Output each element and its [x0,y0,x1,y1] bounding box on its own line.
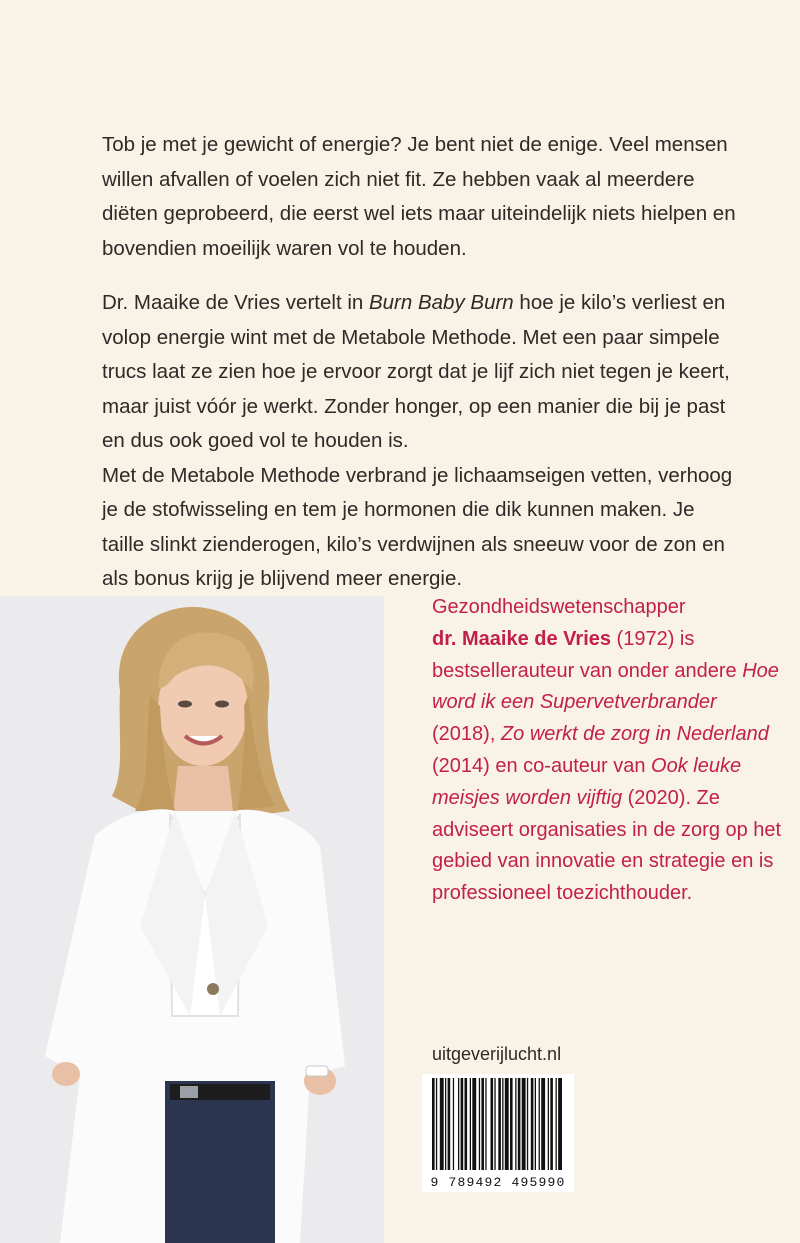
barcode-bar [461,1078,464,1170]
barcode-bar [432,1078,435,1170]
barcode-bar [522,1078,526,1170]
bio-text: (2014) en co-auteur van [432,754,652,777]
bio-text: (1972) is bestsellerauteur van onder andere [432,627,743,682]
barcode-bar [491,1078,494,1170]
barcode-bar [465,1078,468,1170]
book-title: Zo werkt de zorg in Nederland [500,723,769,746]
blurb-paragraph-2 [102,286,742,597]
blurb-paragraph-1: Tob je met je gewicht of energie? Je bent niet de enige. Veel mensen willen afvallen of voelen zich niet fit. Ze hebben vaak al meerdere diëten geprobeerd, die eerst wel iets maar uiteindelijk niets hielpen en bovendien moeilijk waren vol te houden. [102,133,736,260]
author-biography [432,592,782,910]
barcode-bar [445,1078,446,1170]
barcode-bar [481,1078,484,1170]
barcode-bar [458,1078,459,1170]
isbn-barcode [422,1074,574,1192]
barcode-bar [515,1078,516,1170]
barcode-bar [498,1078,501,1170]
barcode-bar [448,1078,451,1170]
barcode-bars [422,1074,574,1174]
book-title: Burn Baby Burn [368,291,514,314]
barcode-bar [494,1078,495,1170]
barcode-bar [472,1078,476,1170]
barcode-bar [548,1078,549,1170]
bio-text: (2020). Ze adviseert organisaties in de zorg op het gebied van innovatie en strategie en is professioneel toezichthouder. [432,786,782,905]
publisher-website: uitgeverijlucht.nl [432,1044,562,1064]
barcode-bar [502,1078,503,1170]
barcode-bar [479,1078,480,1170]
book-title: Ook leuke meisjes worden vijftig [432,754,742,809]
barcode-bar [527,1078,528,1170]
book-title: Hoe word ik een Supervetverbrander [432,659,779,714]
back-cover-blurb [102,128,742,617]
barcode-bar [539,1078,540,1170]
blurb-text: hoe je kilo’s verliest en volop energie wint met de Metabole Methode. Met een paar simpele trucs laat ze zien hoe je ervoor zorgt dat je lijf zich niet tegen je keert, maar juist vóór je werkt. Zonder honger, op een manier die bij je past en dus ook goed vol te houden is. [102,291,730,452]
barcode-bar [505,1078,509,1170]
isbn-number: 9 789492 495990 [430,1175,566,1190]
author-portrait-illustration [0,596,384,1243]
blurb-text: Dr. Maaike de Vries vertelt in [102,291,369,314]
barcode-bar [541,1078,545,1170]
barcode-bar [453,1078,454,1170]
barcode-bar [485,1078,486,1170]
barcode-bar [556,1078,557,1170]
bio-intro: Gezondheidswetenschapper [432,596,686,618]
barcode-bar [535,1078,536,1170]
bio-text: (2018), [432,723,501,746]
barcode-bar [440,1078,444,1170]
barcode-bar [550,1078,553,1170]
barcode-bar [531,1078,534,1170]
barcode-bar [518,1078,521,1170]
barcode-bar [436,1078,437,1170]
blurb-paragraph-3: Met de Metabole Methode verbrand je lichaamseigen vetten, verhoog je de stofwisseling en tem je hormonen die dik kunnen maken. Je taille slinkt zienderogen, kilo’s verdwijnen als sneeuw voor de zon en als bonus krijg je blijvend meer energie. [102,463,733,590]
author-name: dr. Maaike de Vries [432,627,611,650]
barcode-bar [510,1078,513,1170]
barcode-bar [470,1078,471,1170]
barcode-bar [558,1078,562,1170]
author-photo [0,596,384,1243]
